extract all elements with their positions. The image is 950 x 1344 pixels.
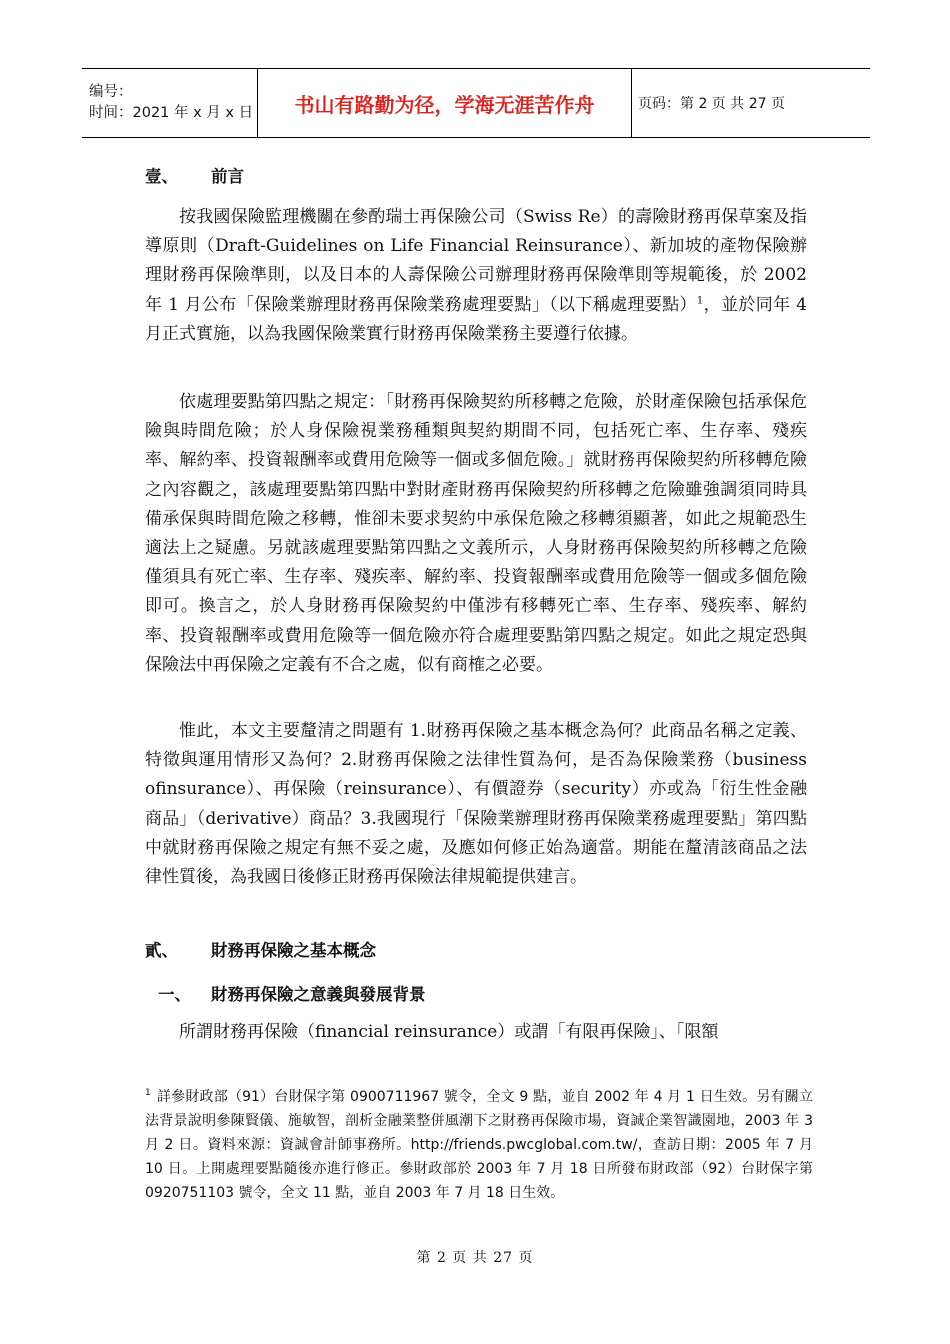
paragraph-2: 依處理要點第四點之規定：「財務再保險契約所移轉之危險，於財產保險包括承保危險與時間危險；於人身保險視業務種類與契約期間不同，包括死亡率、生存率、殘疾率、解約率、投資報酬率或費用危險等一個或多個危險。」就財務再保險契約所移轉危險之內容觀之，該處理要點第四點中對財產財務再保險契約所移轉之危險雖強調須同時具備承保與時間危險之移轉，惟卻未要求契約中承保危險之移轉須顯著，如此之規範恐生適法上之疑慮。另就該處理要點第四點之文義所示，人身財務再保險契約所移轉之危險僅須具有死亡率、生存率、殘疾率、解約率、投資報酬率或費用危險等一個或多個危險即可。換言之，於人身財務再保險契約中僅涉有移轉死亡率、生存率、殘疾率、解約率、投資報酬率或費用危險等一個危險亦符合處理要點第四點之規定。如此之規定恐與保險法中再保險之定義有不合之處，似有商榷之必要。 <box>145 392 807 675</box>
subsection-title: 財務再保險之意義與發展背景 <box>211 985 426 1004</box>
header-right-cell <box>632 69 870 137</box>
subsection-number: 一、 <box>158 985 191 1004</box>
page-header <box>82 68 870 138</box>
section-heading-2 <box>145 937 376 961</box>
paragraph-1-text: 按我國保險監理機關在參酌瑞士再保險公司（Swiss Re）的壽險財務再保草案及指導原則（Draft-Guidelines on Life Financial Reinsurance）、新加坡的產物保險辦理財務再保險準則，以及日本的人壽保險公司辦理財務再保險準則等規範後，於 2002 年 1 月公布「保險業辦理財務再保險業務處理要點」（以下稱處理要點） <box>145 207 807 315</box>
footnote <box>145 1085 813 1205</box>
paragraph-1 <box>145 203 807 349</box>
paragraph-4: 所謂財務再保險（financial reinsurance）或謂「有限再保險」、「限額 <box>179 1022 719 1042</box>
section-title: 財務再保險之基本概念 <box>211 941 376 960</box>
header-motto: 书山有路勤为径，学海无涯苦作舟 <box>294 92 595 117</box>
time-label: 时间：2021 年 x 月 x 日 <box>89 105 254 121</box>
section-number: 壹、 <box>145 167 178 186</box>
footnote-text: 詳參財政部（91）台財保字第 0900711967 號令，全文 9 點，並自 2002 年 4 月 1 日生效。另有關立法背景說明參陳賢儀、施敏智，剖析金融業整併風潮下之財務再保險市場，資誠企業智識園地，2003 年 3 月 2 日。資料來源：資誠會計師事務所。http://friends.pwcglobal.com.tw/，查訪日期：2005 年 7 月 10 日。上開處理要點隨後亦進行修正。參財政部於 2003 年 7 月 18 日所發布財政部（92）台財保字第 0920751103 號令，全文 11 點，並自 2003 年 7 月 18 日生效。 <box>145 1089 813 1201</box>
section-title: 前言 <box>211 167 244 186</box>
page-label: 页码：第 2 页 共 27 页 <box>638 96 785 112</box>
footnote-mark: 1 <box>145 1088 151 1099</box>
header-left-cell <box>82 69 257 137</box>
header-center-cell <box>257 69 632 137</box>
footnote-reference[interactable]: 1 <box>696 294 704 306</box>
serial-label: 编号： <box>89 84 133 100</box>
paragraph-3: 惟此，本文主要釐清之問題有 1.財務再保險之基本概念為何？此商品名稱之定義、特徵與運用情形又為何？2.財務再保險之法律性質為何，是否為保險業務（business ofinsurance）、再保險（reinsurance）、有價證券（security）亦或為「衍生性金融商品」（derivative）商品？3.我國現行「保險業辦理財務再保險業務處理要點」第四點中就財務再保險之規定有無不妥之處，及應如何修正始為適當。期能在釐清該商品之法律性質後，為我國日後修正財務再保險法律規範提供建言。 <box>145 721 807 888</box>
section-heading-1 <box>145 163 244 187</box>
paragraph-1-text-cont: ，並於同年 4 月正式實施，以為我國保險業實行財務再保險業務主要遵行依據。 <box>145 294 807 344</box>
section-number: 貳、 <box>145 941 178 960</box>
subsection-heading-1 <box>158 981 426 1005</box>
page-footer: 第 2 页 共 27 页 <box>416 1250 534 1266</box>
